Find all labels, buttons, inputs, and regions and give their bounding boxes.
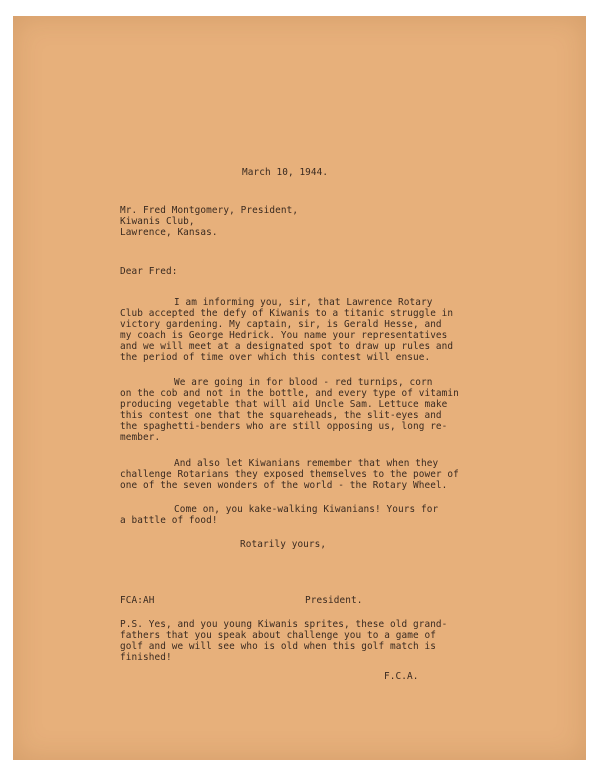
body-line: the period of time over which this contest will ensue. xyxy=(120,352,431,363)
body-line: Club accepted the defy of Kiwanis to a titanic struggle in xyxy=(120,308,454,319)
body-line: challenge Rotarians they exposed themselves to the power of xyxy=(120,469,459,480)
body-line: victory gardening. My captain, sir, is Gerald Hesse, and xyxy=(120,319,442,330)
closing: Rotarily yours, xyxy=(240,539,327,550)
postscript-initials: F.C.A. xyxy=(384,671,419,682)
postscript-line: finished! xyxy=(120,652,172,663)
salutation: Dear Fred: xyxy=(120,266,178,277)
recipient-city: Lawrence, Kansas. xyxy=(120,227,218,238)
body-line: the spaghetti-benders who are still opposing us, long re- xyxy=(120,421,448,432)
body-line: this contest one that the squareheads, the slit-eyes and xyxy=(120,410,442,421)
postscript-line: golf and we will see who is old when this golf match is xyxy=(120,641,436,652)
signer-title: President. xyxy=(305,595,363,606)
recipient-organization: Kiwanis Club, xyxy=(120,216,195,227)
body-line: producing vegetable that will aid Uncle Sam. Lettuce make xyxy=(120,399,448,410)
postscript-line: fathers that you speak about challenge you to a game of xyxy=(120,630,436,641)
body-line: on the cob and not in the bottle, and every type of vitamin xyxy=(120,388,459,399)
body-line: my coach is George Hedrick. You name your representatives xyxy=(120,330,448,341)
body-line: We are going in for blood - red turnips, corn xyxy=(174,377,433,388)
body-line: and we will meet at a designated spot to draw up rules and xyxy=(120,341,454,352)
body-line: member. xyxy=(120,432,161,443)
postscript-line: P.S. Yes, and you young Kiwanis sprites, these old grand- xyxy=(120,619,448,630)
typist-initials: FCA:AH xyxy=(120,595,155,606)
body-line: And also let Kiwanians remember that when they xyxy=(174,458,439,469)
body-line: one of the seven wonders of the world - the Rotary Wheel. xyxy=(120,480,448,491)
letter-date: March 10, 1944. xyxy=(242,167,329,178)
body-line: a battle of food! xyxy=(120,515,218,526)
recipient-name: Mr. Fred Montgomery, President, xyxy=(120,205,299,216)
body-line: I am informing you, sir, that Lawrence Rotary xyxy=(174,297,433,308)
body-line: Come on, you kake-walking Kiwanians! Yours for xyxy=(174,504,439,515)
